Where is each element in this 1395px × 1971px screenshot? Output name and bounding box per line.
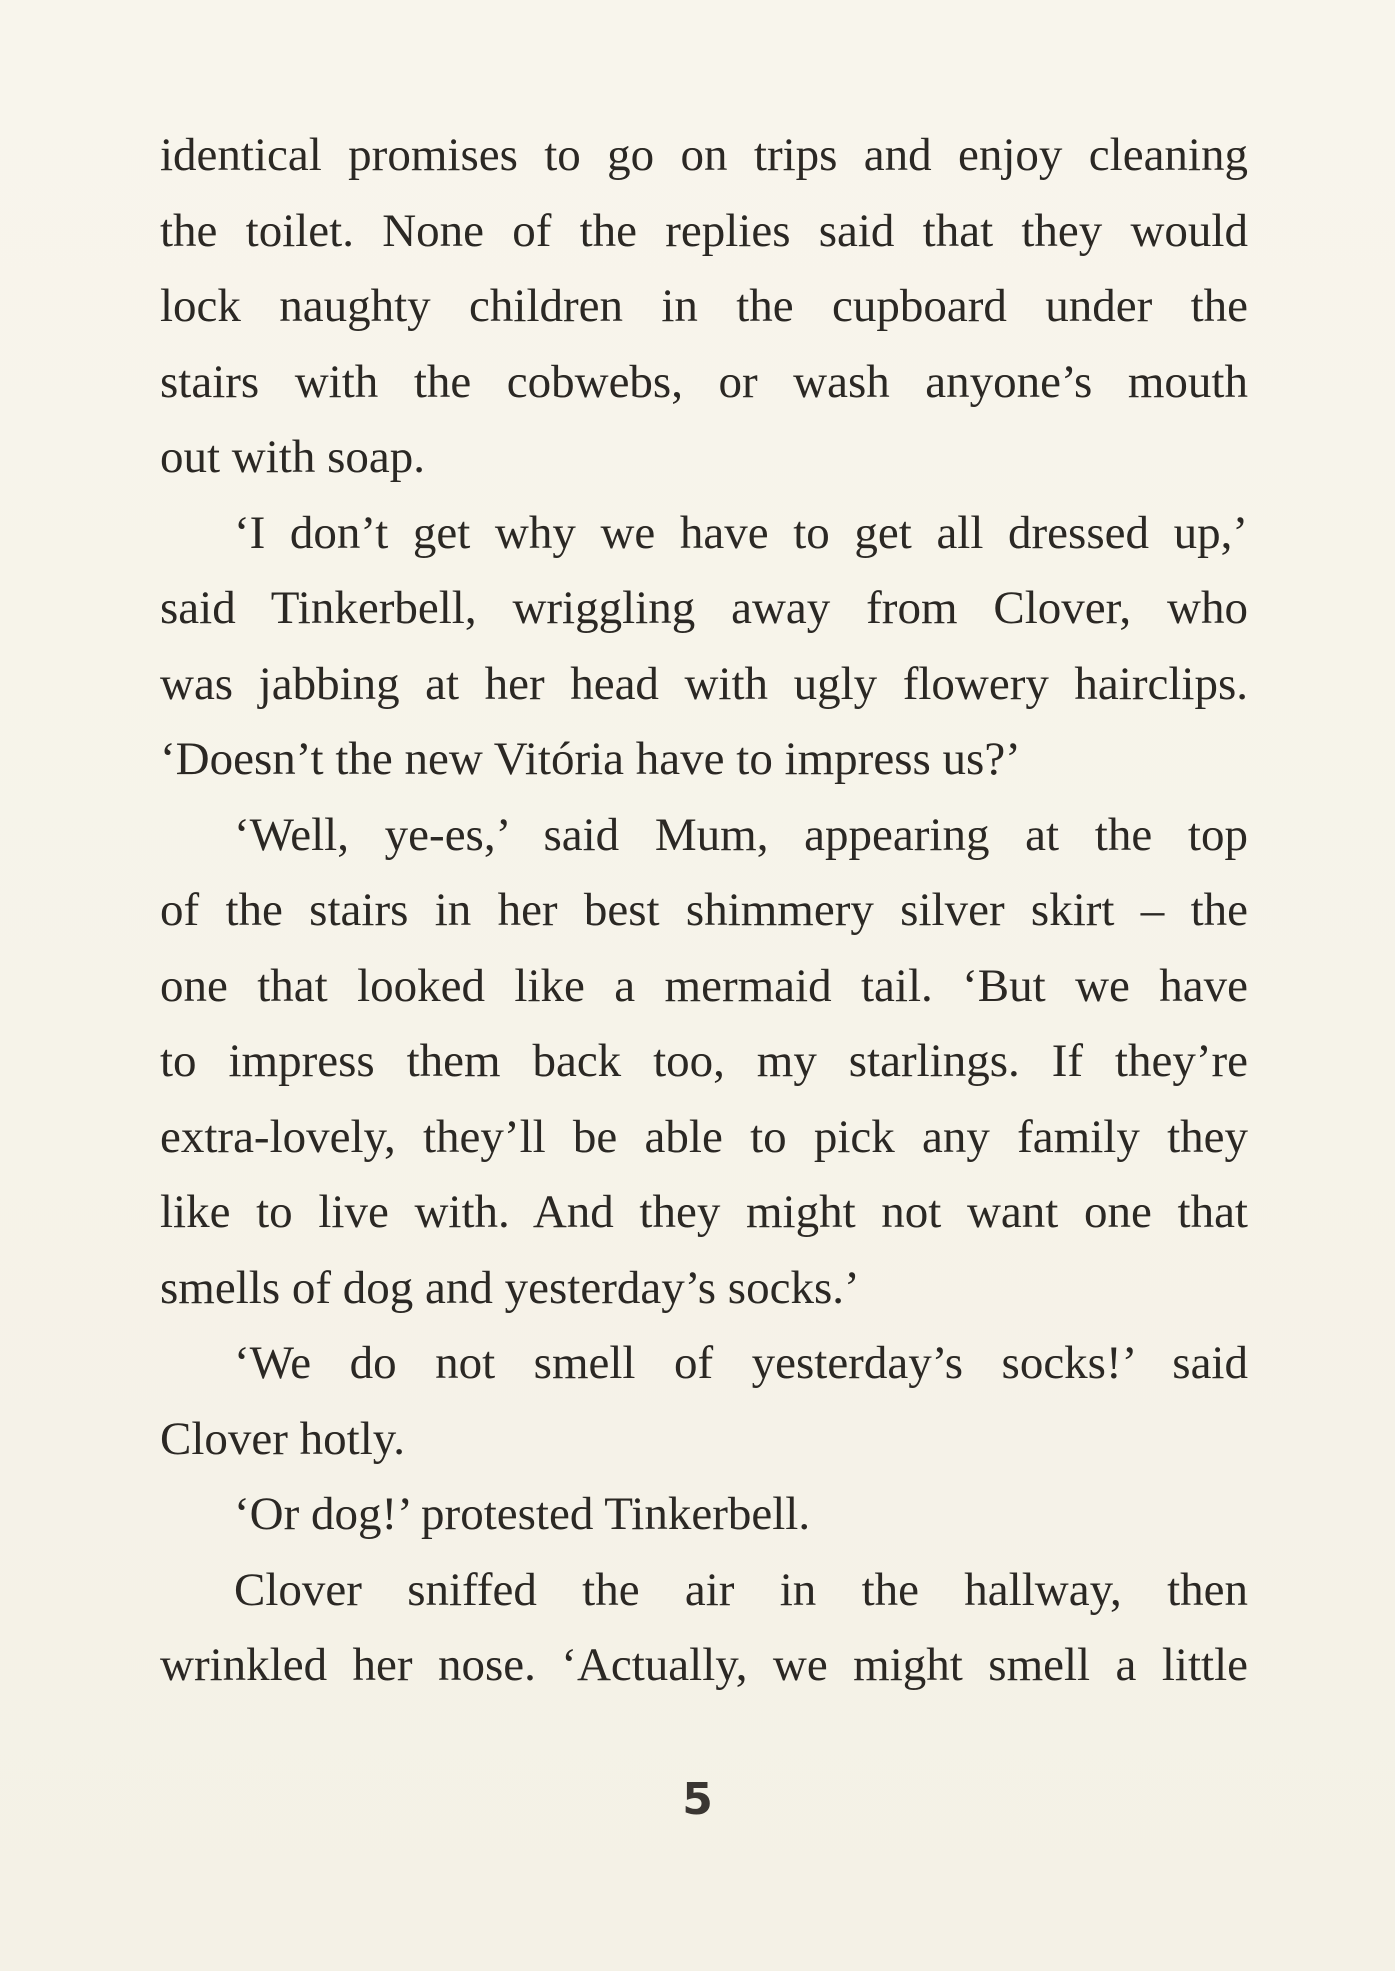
- text-line: one that looked like a mermaid tail. ‘But we have: [160, 959, 1248, 1012]
- text-line: the toilet. None of the replies said that they would: [160, 204, 1248, 257]
- text-line: to impress them back too, my starlings. If they’re: [160, 1035, 1248, 1087]
- text-line: stairs with the cobwebs, or wash anyone’s mouth: [160, 355, 1248, 408]
- text-line: like to live with. And they might not want one that: [160, 1186, 1248, 1238]
- text-line: wrinkled her nose. ‘Actually, we might smell a little: [160, 1639, 1248, 1691]
- text-line: ‘Doesn’t the new Vitória have to impress us?’: [160, 733, 1021, 785]
- text-line: was jabbing at her head with ugly flowery hairclips.: [160, 657, 1248, 710]
- text-line: lock naughty children in the cupboard under the: [160, 280, 1248, 332]
- text-line: ‘We do not smell of yesterday’s socks!’ said: [234, 1337, 1248, 1389]
- text-line: Clover sniffed the air in the hallway, then: [234, 1563, 1248, 1616]
- text-line: said Tinkerbell, wriggling away from Clover, who: [160, 582, 1248, 634]
- body-text: [160, 118, 1248, 1704]
- text-line: ‘Well, ye-es,’ said Mum, appearing at the top: [234, 808, 1248, 861]
- text-line: smells of dog and yesterday’s socks.’: [160, 1261, 860, 1314]
- text-line: of the stairs in her best shimmery silver skirt – the: [160, 884, 1248, 936]
- page-number: 5: [682, 1774, 713, 1825]
- text-line: extra-lovely, they’ll be able to pick any family they: [160, 1110, 1248, 1163]
- text-line: ‘I don’t get why we have to get all dressed up,’: [234, 506, 1248, 559]
- text-line: out with soap.: [160, 431, 426, 483]
- text-line: Clover hotly.: [160, 1412, 405, 1465]
- text-line: ‘Or dog!’ protested Tinkerbell.: [234, 1488, 811, 1540]
- text-line: identical promises to go on trips and enjoy cleaning: [160, 129, 1248, 181]
